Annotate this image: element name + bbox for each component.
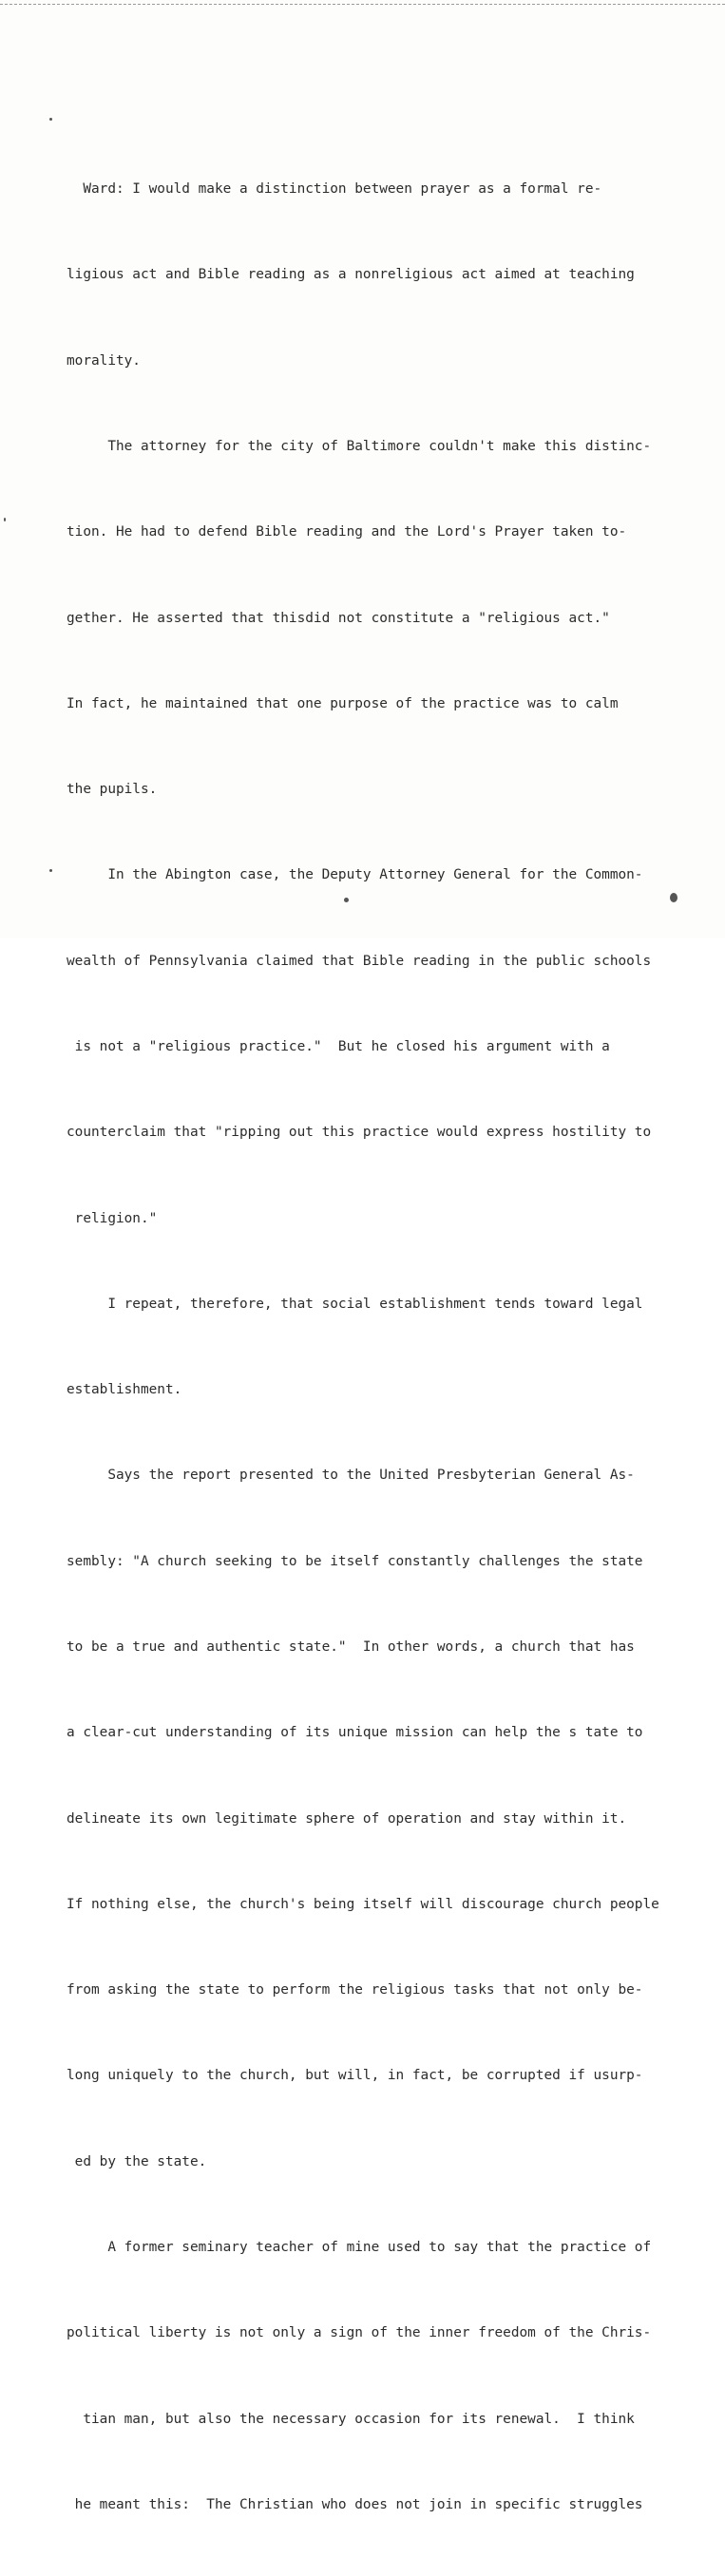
text-line: he meant this: The Christian who does not join in specific struggles xyxy=(67,2496,643,2512)
text-line: I repeat, therefore, that social establishment tends toward legal xyxy=(67,1296,643,1312)
text-line: wealth of Pennsylvania claimed that Bible reading in the public schools xyxy=(67,953,652,969)
scan-speck xyxy=(344,898,349,902)
text-line: Ward: I would make a distinction between prayer as a formal re- xyxy=(67,181,602,198)
text-line: to be a true and authentic state." In other words, a church that has xyxy=(67,1638,635,1655)
text-line: The attorney for the city of Baltimore couldn't make this distinc- xyxy=(67,439,652,455)
scan-speck xyxy=(49,118,52,121)
scan-speck xyxy=(49,869,52,872)
text-line: ed by the state. xyxy=(67,2153,207,2169)
text-line: long uniquely to the church, but will, in fact, be corrupted if usurp- xyxy=(67,2068,643,2084)
text-line: morality. xyxy=(67,352,141,369)
scan-speck xyxy=(4,518,6,521)
text-line: from asking the state to perform the religious tasks that not only be- xyxy=(67,1982,643,1998)
text-line: is not a "religious practice." But he closed his argument with a xyxy=(67,1039,610,1054)
text-line: Says the report presented to the United Presbyterian General As- xyxy=(67,1468,635,1484)
text-line: establishment. xyxy=(67,1382,182,1398)
text-line: tian man, but also the necessary occasion for its renewal. I think xyxy=(67,2411,635,2427)
text-line: gether. He asserted that thisdid not constitute a "religious act." xyxy=(67,610,610,626)
text-line: In the Abington case, the Deputy Attorney General for the Common- xyxy=(67,867,643,883)
text-line: In fact, he maintained that one purpose of the practice was to calm xyxy=(67,695,619,711)
text-line: A former seminary teacher of mine used to say that the practice of xyxy=(67,2239,652,2255)
text-line: If nothing else, the church's being itself will discourage church people xyxy=(67,1896,659,1912)
scan-speck xyxy=(670,893,677,902)
text-line: the pupils. xyxy=(67,782,158,798)
text-line: religion." xyxy=(67,1210,158,1226)
text-line: sembly: "A church seeking to be itself constantly challenges the state xyxy=(67,1553,643,1569)
text-line: delineate its own legitimate sphere of operation and stay within it. xyxy=(67,1810,627,1827)
text-line: ligious act and Bible reading as a nonreligious act aimed at teaching xyxy=(67,267,635,283)
text-line: a clear-cut understanding of its unique mission can help the s tate to xyxy=(67,1725,643,1741)
text-line: counterclaim that "ripping out this practice would express hostility to xyxy=(67,1125,652,1141)
text-line: political liberty is not only a sign of the inner freedom of the Chris- xyxy=(67,2325,652,2341)
text-line: tion. He had to defend Bible reading and the Lord's Prayer taken to- xyxy=(67,524,627,540)
typescript-body xyxy=(67,118,694,2576)
page-top-edge xyxy=(0,4,725,5)
